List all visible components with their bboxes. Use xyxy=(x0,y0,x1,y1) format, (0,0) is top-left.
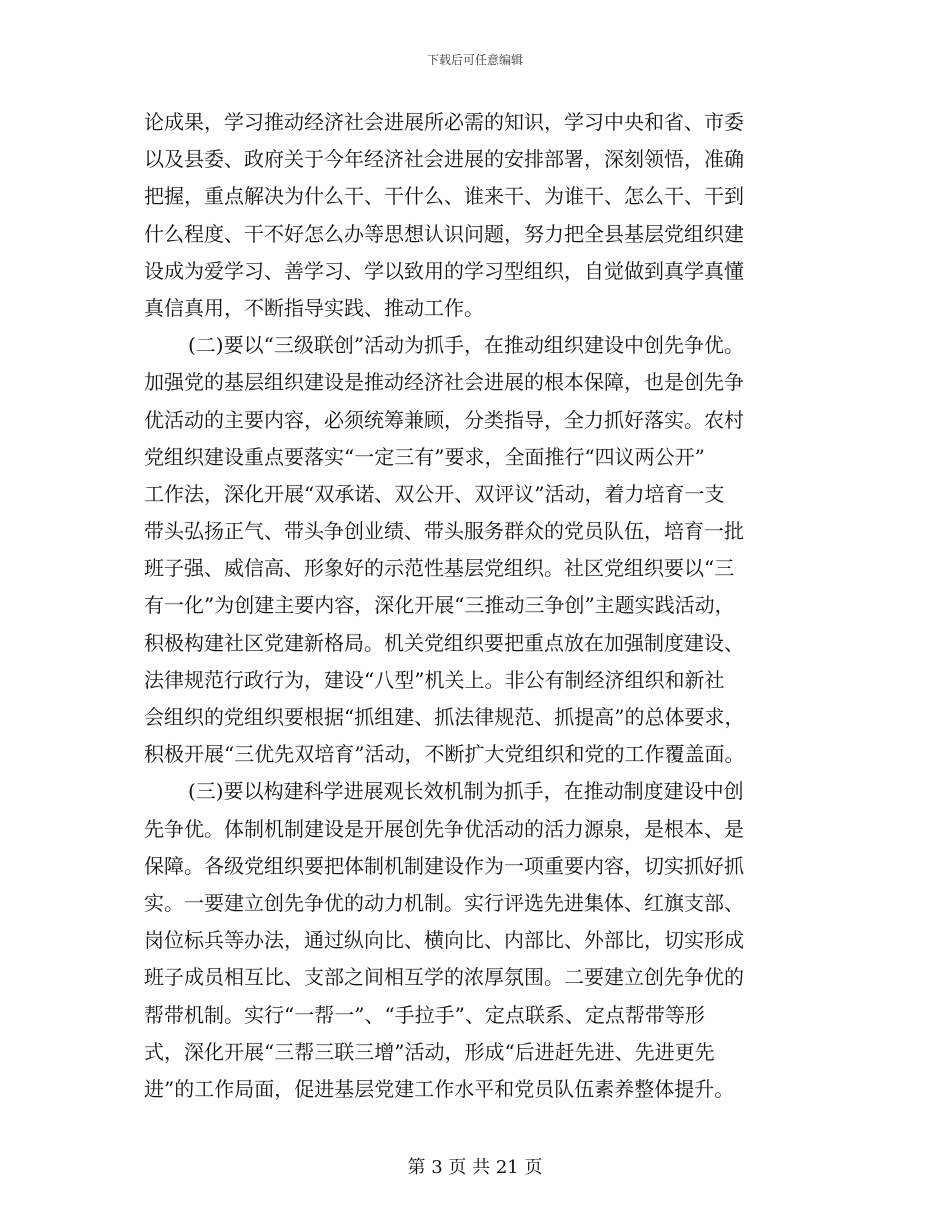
document-body xyxy=(144,104,808,1108)
text-line: 实。一要建立创先争优的动力机制。实行评选先进集体、红旗支部、 xyxy=(144,890,744,915)
text-line: 什么程度、干不好怎么办等思想认识问题，努力把全县基层党组织建 xyxy=(144,221,744,246)
text-line: 党组织建设重点要落实“一定三有”要求，全面推行“四议两公开” xyxy=(144,444,705,469)
text-line: 先争优。体制机制建设是开展创先争优活动的活力源泉，是根本、是 xyxy=(144,816,744,841)
text-line: 把握，重点解决为什么干、干什么、谁来干、为谁干、怎么干、干到 xyxy=(144,184,744,209)
text-line: 积极开展“三优先双培育”活动，不断扩大党组织和党的工作覆盖面。 xyxy=(144,742,745,767)
text-line: 会组织的党组织要根据“抓组建、抓法律规范、抓提高”的总体要求， xyxy=(144,705,745,729)
text-line: 保障。各级党组织要把体制机制建设作为一项重要内容，切实抓好抓 xyxy=(144,853,744,878)
text-line: 积极构建社区党建新格局。机关党组织要把重点放在加强制度建设、 xyxy=(144,630,744,655)
text-line: 优活动的主要内容，必须统筹兼顾，分类指导，全力抓好落实。农村 xyxy=(144,407,744,432)
text-line: 加强党的基层组织建设是推动经济社会进展的根本保障，也是创先争 xyxy=(144,370,744,395)
text-line: 式，深化开展“三帮三联三增”活动，形成“后进赶先进、先进更先 xyxy=(144,1039,715,1064)
text-line: 带头弘扬正气、带头争创业绩、带头服务群众的党员队伍，培育一批 xyxy=(144,519,744,544)
text-line: 帮带机制。实行“一帮一”、“手拉手”、定点联系、定点帮带等形 xyxy=(144,1002,705,1027)
text-line: 论成果，学习推动经济社会进展所必需的知识，学习中央和省、市委 xyxy=(144,110,744,134)
text-line: 设成为爱学习、善学习、学以致用的学习型组织，自觉做到真学真懂 xyxy=(144,258,744,283)
text-line: 进”的工作局面，促进基层党建工作水平和党员队伍素养整体提升。 xyxy=(144,1076,735,1101)
text-line: 法律规范行政行为，建设“八型”机关上。非公有制经济组织和新社 xyxy=(144,667,725,692)
paragraph-first-line: (二)要以“三级联创”活动为抓手，在推动组织建设中创先争优。 xyxy=(188,333,745,358)
text-line: 班子强、威信高、形象好的示范性基层党组织。社区党组织要以“三 xyxy=(144,556,735,581)
text-line: 真信真用，不断指导实践、推动工作。 xyxy=(144,295,484,320)
text-line: 岗位标兵等办法，通过纵向比、横向比、内部比、外部比，切实形成 xyxy=(144,928,744,953)
header-note: 下载后可任意编辑 xyxy=(426,53,523,67)
text-line: 以及县委、政府关于今年经济社会进展的安排部署，深刻领悟，准确 xyxy=(144,147,744,172)
text-line: 有一化”为创建主要内容，深化开展“三推动三争创”主题实践活动， xyxy=(144,593,735,618)
paragraph-first-line: (三)要以构建科学进展观长效机制为抓手，在推动制度建设中创 xyxy=(188,779,744,804)
text-line: 班子成员相互比、支部之间相互学的浓厚氛围。二要建立创先争优的 xyxy=(144,965,744,990)
page-number-footer: 第 3 页 共 21 页 xyxy=(407,1157,543,1178)
text-line: 工作法，深化开展“双承诺、双公开、双评议”活动，着力培育一支 xyxy=(144,481,725,506)
